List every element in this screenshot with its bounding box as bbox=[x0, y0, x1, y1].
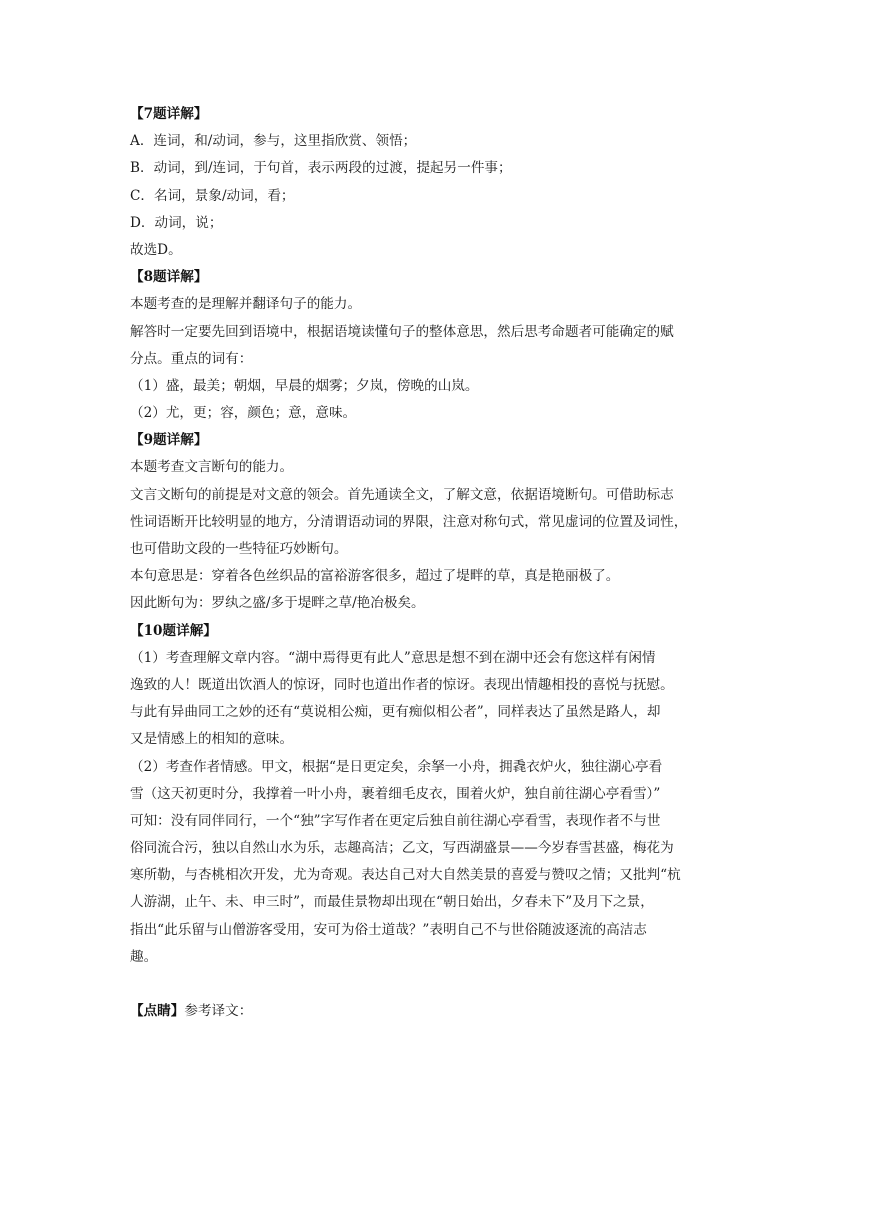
closing-text: 参考译文： bbox=[184, 1003, 253, 1020]
paragraph-line: B．动词，到/连词，于句首，表示两段的过渡，提起另一件事； bbox=[130, 160, 512, 177]
paragraph-line: 雪（这天初更时分，我撑着一叶小舟，裹着细毛皮衣，围着火炉，独自前往湖心亭看雪）” bbox=[130, 785, 661, 802]
section-heading-q10: 【10题详解】 bbox=[130, 622, 217, 639]
section-heading-q9: 【9题详解】 bbox=[130, 432, 208, 449]
paragraph-line: 人游湖，止午、未、申三时”，而最佳景物却出现在“朝日始出，夕春未下”及月下之景， bbox=[130, 894, 654, 911]
paragraph-line: C．名词，景象/动词，看； bbox=[130, 187, 295, 204]
paragraph-line: 寒所勒，与杏桃相次开发，尤为奇观。表达自己对大自然美景的喜爱与赞叹之情；又批判“杭 bbox=[130, 867, 681, 884]
paragraph-line: 解答时一定要先回到语境中，根据语境读懂句子的整体意思，然后思考命题者可能确定的赋 bbox=[130, 323, 674, 340]
paragraph-line: 因此断句为：罗纨之盛/多于堤畔之草/艳冶极矣。 bbox=[130, 595, 425, 612]
paragraph-line: 逸致的人！既道出饮酒人的惊讶，同时也道出作者的惊讶。表现出情趣相投的喜悦与抚慰。 bbox=[130, 676, 674, 693]
paragraph-line: 性词语断开比较明显的地方，分清谓语动词的界限，注意对称句式，常见虚词的位置及词性， bbox=[130, 513, 688, 530]
paragraph-line: 可知：没有同伴同行，一个“独”字写作者在更定后独自前往湖心亭看雪，表现作者不与世 bbox=[130, 812, 661, 829]
paragraph-line: 趣。 bbox=[130, 948, 158, 965]
paragraph-line: 俗同流合污，独以自然山水为乐，志趣高洁；乙文，写西湖盛景——今岁春雪甚盛，梅花为 bbox=[130, 840, 674, 857]
paragraph-line: 故选D。 bbox=[130, 241, 182, 258]
paragraph-line: 分点。重点的词有： bbox=[130, 350, 253, 367]
blank-line bbox=[130, 971, 742, 998]
paragraph-line: 又是情感上的相知的意味。 bbox=[130, 731, 294, 748]
section-heading-q8: 【8题详解】 bbox=[130, 269, 208, 286]
paragraph-line: （1）考查理解文章内容。“湖中焉得更有此人”意思是想不到在湖中还会有您这样有闲情 bbox=[130, 649, 656, 666]
paragraph-line: （2）考查作者情感。甲文，根据“是日更定矣，余拏一小舟，拥毳衣炉火，独往湖心亭看 bbox=[130, 758, 663, 775]
paragraph-line: 文言文断句的前提是对文意的领会。首先通读全文，了解文意，依据语境断句。可借助标志 bbox=[130, 486, 674, 503]
paragraph-line: （1）盛，最美；朝烟，早晨的烟雾；夕岚，傍晚的山岚。 bbox=[130, 377, 479, 394]
paragraph-line: D．动词，说； bbox=[130, 214, 223, 231]
answer-explanation-text bbox=[130, 101, 742, 1025]
paragraph-line: 也可借助文段的一些特征巧妙断句。 bbox=[130, 541, 348, 557]
paragraph-line: 指出“此乐留与山僧游客受用，安可为俗士道哉？”表明自己不与世俗随波逐流的高洁志 bbox=[130, 921, 647, 938]
section-heading-q7: 【7题详解】 bbox=[130, 106, 208, 122]
paragraph-line: （2）尤，更；容，颜色；意，意味。 bbox=[130, 405, 357, 422]
paragraph-line: 本句意思是：穿着各色丝织品的富裕游客很多，超过了堤畔的草，真是艳丽极了。 bbox=[130, 568, 620, 585]
paragraph-line: 本题考查的是理解并翻译句子的能力。 bbox=[130, 296, 362, 313]
paragraph-line: 与此有异曲同工之妙的还有“莫说相公痴，更有痴似相公者”，同样表达了虽然是路人，却 bbox=[130, 704, 661, 721]
paragraph-line: A．连词，和/动词，参与，这里指欣赏、领悟； bbox=[130, 133, 417, 150]
section-heading-dianjing: 【点睛】 bbox=[130, 1003, 185, 1020]
paragraph-line: 本题考查文言断句的能力。 bbox=[130, 459, 294, 476]
closing-line bbox=[130, 998, 742, 1025]
